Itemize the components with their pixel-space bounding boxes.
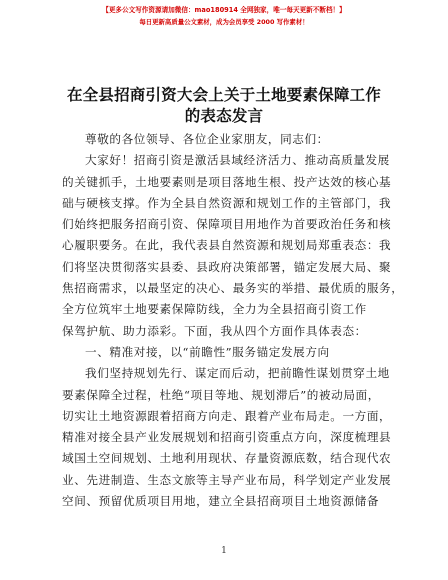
section-heading-1: 一、精准对接，以“前瞻性”服务锚定发展方向	[85, 344, 330, 359]
salutation: 尊敬的各位领导、各位企业家朋友，同志们：	[85, 132, 329, 146]
paragraph-1-line: 保驾护航、助力添彩。下面，我从四个方面作具体表态：	[62, 323, 367, 338]
paragraph-2-line: 我们坚持规划先行、谋定而后动，把前瞻性谋划贯穿土地	[85, 366, 390, 381]
paragraph-1-line: 大家好！招商引资是激活县域经济活力、推动高质量发展	[85, 153, 390, 168]
paragraph-1-line: 全方位筑牢土地要素保障防线，全力为全县招商引资工作	[62, 302, 367, 317]
paragraph-1-line: 础与硬核支撑。作为全县自然资源和规划工作的主管部门，我	[62, 195, 392, 210]
paragraph-1-line: 的关键抓手，土地要素则是项目落地生根、投产达效的核心基	[62, 174, 392, 189]
paragraph-2-line: 空间、预留优质项目用地，建立全县招商项目土地资源储备	[62, 494, 380, 509]
paragraph-2-line: 业、先进制造、生态文旅等主导产业布局，科学划定产业发展	[62, 472, 392, 487]
page-number: 1	[221, 546, 227, 556]
document-body	[62, 129, 404, 512]
paragraph-1-line: 们将坚决贯彻落实县委、县政府决策部署，锚定发展大局、聚	[62, 259, 392, 274]
paragraph-2-line: 切实让土地资源跟着招商方向走、跟着产业布局走。一方面，	[62, 408, 392, 423]
document-title-line-2: 的表态发言	[184, 107, 264, 125]
paragraph-1-line: 心履职要务。在此，我代表县自然资源和规划局郑重表态：我	[62, 238, 392, 253]
paragraph-1-line: 们始终把服务招商引资、保障项目用地作为首要政治任务和核	[62, 217, 392, 232]
paragraph-1-line: 焦招商需求，以最坚定的决心、最务实的举措、最优质的服务，	[62, 281, 404, 296]
paragraph-2-line: 精准对接全县产业发展规划和招商引资重点方向，深度梳理县	[62, 430, 392, 445]
promo-banner-line-2: 每日更新高质量公文素材，成为会员享受 2000 写作素材！	[139, 18, 309, 26]
promo-banner-line-1: 【更多公文写作资源请加微信：mao180914 全网独家，唯一每天更新不断档！】	[102, 6, 346, 14]
paragraph-2-line: 要素保障全过程，杜绝“项目等地、规划滞后”的被动局面，	[62, 387, 380, 402]
document-title-line-1: 在全县招商引资大会上关于土地要素保障工作	[66, 86, 381, 104]
paragraph-2-line: 域国土空间规划、土地利用现状、存量资源底数，结合现代农	[62, 451, 392, 466]
